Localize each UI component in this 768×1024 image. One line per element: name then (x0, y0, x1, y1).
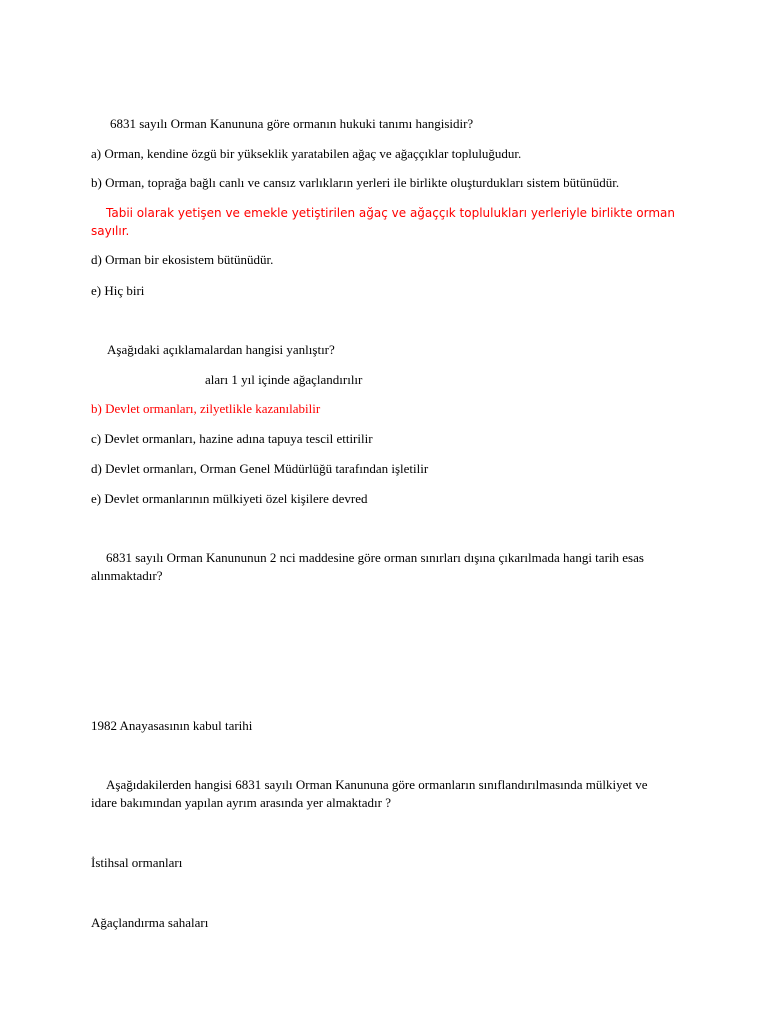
question-1-option-e: e) Hiç biri (91, 283, 145, 298)
question-2-option-e: e) Devlet ormanlarının mülkiyeti özel kişilere devred (91, 491, 368, 506)
question-1-option-d: d) Orman bir ekosistem bütünüdür. (91, 252, 274, 267)
question-1-option-b: b) Orman, toprağa bağlı canlı ve cansız varlıkların yerleri ile birlikte oluşturdukları sistem bütünüdür. (91, 175, 620, 190)
question-4-option-2: Ağaçlandırma sahaları (91, 915, 209, 930)
question-2-text: Aşağıdaki açıklamalardan hangisi yanlıştır? (107, 342, 335, 357)
question-2-option-a: aları 1 yıl içinde ağaçlandırılır (205, 372, 363, 387)
question-3-answer: 1982 Anayasasının kabul tarihi (91, 718, 253, 733)
question-4-option-1: İstihsal ormanları (91, 855, 183, 870)
question-2-option-b-answer: b) Devlet ormanları, zilyetlikle kazanılabilir (91, 401, 321, 416)
question-3-text: 6831 sayılı Orman Kanununun 2 nci maddesine göre orman sınırları dışına çıkarılmada hangi tarih esas alınmaktadır? (91, 550, 644, 583)
question-1-option-c-answer: Tabii olarak yetişen ve emekle yetiştirilen ağaç ve ağaççık toplulukları yerleriyle birlikte orman sayılır. (91, 206, 675, 238)
question-1-option-a: a) Orman, kendine özgü bir yükseklik yaratabilen ağaç ve ağaççıklar topluluğudur. (91, 146, 522, 161)
question-1-text: 6831 sayılı Orman Kanununa göre ormanın hukuki tanımı hangisidir? (110, 116, 474, 131)
question-4-text: Aşağıdakilerden hangisi 6831 sayılı Orman Kanununa göre ormanların sınıflandırılmasında mülkiyet ve idare bakımından yapılan ayrım arasında yer almaktadır ? (91, 777, 648, 810)
question-2-option-d: d) Devlet ormanları, Orman Genel Müdürlüğü tarafından işletilir (91, 461, 429, 476)
question-2-option-c: c) Devlet ormanları, hazine adına tapuya tescil ettirilir (91, 431, 373, 446)
